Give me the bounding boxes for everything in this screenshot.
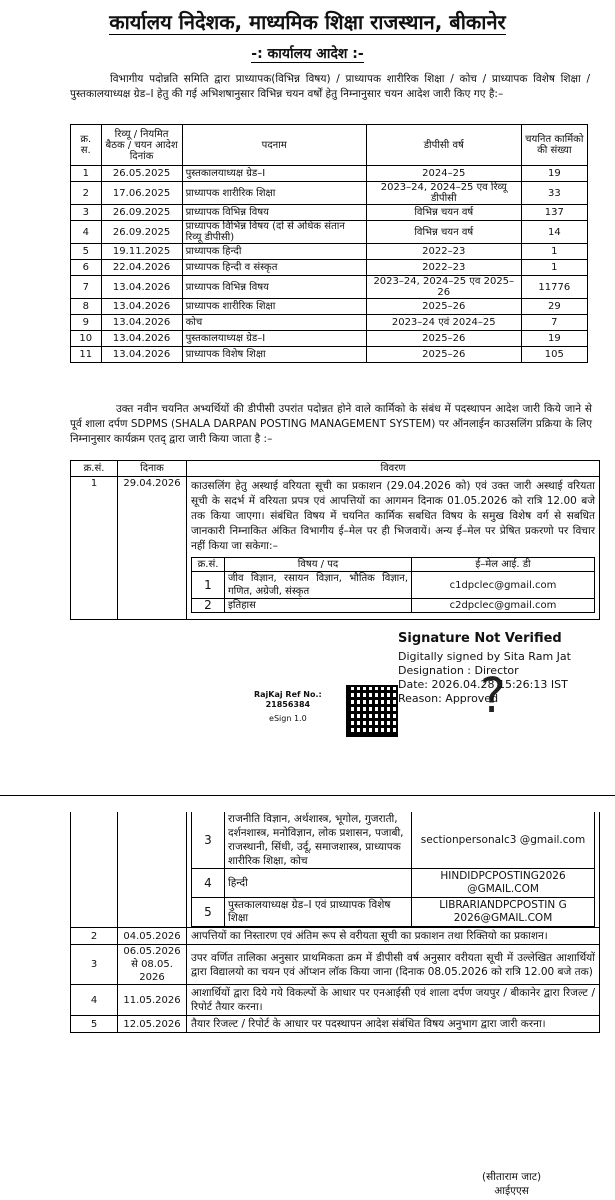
- inner-subject: हिन्दी: [225, 869, 412, 898]
- esign-label: eSign 1.0: [269, 714, 307, 723]
- row-designation: प्राध्यापक शारीरिक शिक्षा: [182, 299, 366, 315]
- inner-email: LIBRARIANDPCPOSTIN G 2026@GMAIL.COM: [412, 898, 595, 927]
- inner-row: [192, 572, 595, 599]
- row-number: 7: [71, 276, 102, 299]
- table-row: [71, 221, 588, 244]
- col-header: क्र. स.: [71, 125, 102, 166]
- row-date: 12.05.2026: [118, 1016, 187, 1033]
- row-dpc-year: 2025–26: [366, 347, 521, 363]
- signature-check-icon: ?: [480, 668, 506, 724]
- row-description: तैयार रिजल्ट / रिपोर्ट के आधार पर पदस्थापन आदेश संबंधित विषय अनुभाग द्वारा जारी करना।: [187, 1016, 600, 1033]
- table-row: [71, 244, 588, 260]
- table-header-row: [71, 125, 588, 166]
- table-row: [71, 812, 600, 928]
- table-row: [71, 347, 588, 363]
- row-number: 1: [71, 477, 118, 620]
- row-number: 5: [71, 244, 102, 260]
- row-count: 105: [521, 347, 587, 363]
- table-row: [71, 299, 588, 315]
- row-number: 5: [71, 1016, 118, 1033]
- row-dpc-year: 2023–24, 2024–25 एव रिव्यू डीपीसी: [366, 182, 521, 205]
- inner-col-header: क्र.सं.: [192, 558, 225, 572]
- table-row: [71, 276, 588, 299]
- row-date: 17.06.2025: [101, 182, 182, 205]
- table-row: [71, 331, 588, 347]
- row-date: 13.04.2026: [101, 347, 182, 363]
- signature-status: Signature Not Verified: [398, 631, 562, 646]
- row-number: 8: [71, 299, 102, 315]
- row-designation: पुस्तकालयाध्यक्ष ग्रेड–I: [182, 331, 366, 347]
- row-number: 2: [71, 182, 102, 205]
- email-table: [191, 557, 595, 613]
- row-designation: प्राध्यापक विभिन्न विषय: [182, 205, 366, 221]
- table-row: [71, 260, 588, 276]
- schedule-rows-continued: [71, 928, 600, 1033]
- col-header: चयनित कार्मिको की संख्या: [521, 125, 587, 166]
- row-dpc-year: विभिन्न चयन वर्ष: [366, 221, 521, 244]
- intro-paragraph: विभागीय पदोन्नति समिति द्वारा प्राध्यापक(विभिन्न विषय) / प्राध्यापक शारीरिक शिक्षा / कोच / प्राध्यापक विशेष शिक्षा / पुस्तकालयाध्यक्ष ग्रेड–I हेतु की गई अभिशषानुसार विभिन्न चयन वर्षों हेतु निम्नानुसार चयन आदेश जारी किए गए है:–: [70, 73, 590, 100]
- row-designation: प्राध्यापक विभिन्न विषय (दो से अधिक संतान रिव्यू डीपीसी): [182, 221, 366, 244]
- col-header: पदनाम: [182, 125, 366, 166]
- page-title: कार्यालय निदेशक, माध्यमिक शिक्षा राजस्थान, बीकानेर: [109, 10, 506, 34]
- row-dpc-year: विभिन्न चयन वर्ष: [366, 205, 521, 221]
- inner-row: [192, 869, 595, 898]
- row-number: 11: [71, 347, 102, 363]
- row-number: 3: [71, 945, 118, 985]
- inner-sn: 1: [192, 572, 225, 599]
- row-date: 26.09.2025: [101, 221, 182, 244]
- row-date: 13.04.2026: [101, 299, 182, 315]
- selection-table: [70, 124, 588, 363]
- inner-email: HINDIDPCPOSTING2026 @GMAIL.COM: [412, 869, 595, 898]
- page-separator: [0, 795, 615, 813]
- row-dpc-year: 2022–23: [366, 260, 521, 276]
- row-count: 19: [521, 331, 587, 347]
- row-number: 6: [71, 260, 102, 276]
- row-number: 4: [71, 221, 102, 244]
- table-row: [71, 945, 600, 985]
- row-designation: पुस्तकालयाध्यक्ष ग्रेड–I: [182, 166, 366, 182]
- qr-code-icon: [346, 685, 398, 737]
- table-row: [71, 928, 600, 945]
- table-row: [71, 205, 588, 221]
- inner-row: [192, 898, 595, 927]
- row-description: काउसलिंग हेतु अस्थाई वरियता सूची का प्रकाशन (29.04.2026 को) एवं उक्त जारी अस्थाई वरियता सूची के सदर्भ में वरियता प्रपत्र एवं आपत्तियों का आगमन दिनाक 01.05.2026 को रात्रि 12.00 बजे तक किया जाएगा। संबंधित विषय में चयनित कार्मिक सबधित विषय के समुख विशेष वर्ग से सबधित जानकारी निम्नाकित अंकित विभागीय ई–मेल पर ही भिजवायें। अन्य ई–मेल पर प्रेषित प्रकरणो पर विचार नहीं किया जा सकेगा:–: [191, 480, 595, 552]
- schedule-table: [70, 460, 600, 620]
- row-dpc-year: 2023–24, 2024–25 एव 2025–26: [366, 276, 521, 299]
- row-date: 13.04.2026: [101, 315, 182, 331]
- row-dpc-year: 2022–23: [366, 244, 521, 260]
- row-count: 14: [521, 221, 587, 244]
- inner-subject: पुस्तकालयाध्यक्ष ग्रेड–I एवं प्राध्यापक विशेष शिक्षा: [225, 898, 412, 927]
- col-header: विवरण: [187, 461, 600, 477]
- row-designation: कोच: [182, 315, 366, 331]
- signature-line: Date: 2026.04.28 15:26:13 IST: [398, 678, 568, 691]
- row-number: 3: [71, 205, 102, 221]
- signature-line: Designation : Director: [398, 664, 519, 677]
- row-date: 06.05.2026 से 08.05. 2026: [118, 945, 187, 985]
- col-header: क्र.सं.: [71, 461, 118, 477]
- ref-number: 21856384: [265, 700, 311, 709]
- signer-name: (सीताराम जाट): [482, 1171, 542, 1183]
- col-header: डीपीसी वर्ष: [366, 125, 521, 166]
- inner-subject: जीव विज्ञान, रसायन विज्ञान, भौतिक विज्ञान, गणित, अग्रेजी, संस्कृत: [225, 572, 412, 599]
- row-description: उपर वर्णित तालिका अनुसार प्राथमिकता क्रम में डीपीसी वर्ष अनुसार वरीयता सूची में उल्लेखित आशार्थियों द्वारा विद्यालयो का चयन एवं ऑप्शन लॉक किया जाना (दिनाक 08.05.2026 को रात्रि 12.00 बजे तक): [187, 945, 600, 985]
- inner-sn: 2: [192, 599, 225, 613]
- inner-email: sectionpersonalc3 @gmail.com: [412, 812, 595, 869]
- row-date: 13.04.2026: [101, 331, 182, 347]
- row-description: आपत्तियों का निस्तारण एवं अंतिम रूप से वरीयता सूची का प्रकाशन तथा रिक्तियो का प्रकाशन।: [187, 928, 600, 945]
- table-row: [71, 1016, 600, 1033]
- table-row: [71, 477, 600, 620]
- row-designation: प्राध्यापक शारीरिक शिक्षा: [182, 182, 366, 205]
- signature-line: Reason: Approved: [398, 692, 499, 705]
- row-date: 11.05.2026: [118, 985, 187, 1016]
- inner-sn: 4: [192, 869, 225, 898]
- row-count: 33: [521, 182, 587, 205]
- row-number: 2: [71, 928, 118, 945]
- row-date: 04.05.2026: [118, 928, 187, 945]
- row-date: 29.04.2026: [118, 477, 187, 620]
- selection-table-body: [71, 166, 588, 363]
- row-count: 1: [521, 260, 587, 276]
- table-row: [71, 166, 588, 182]
- row-dpc-year: 2025–26: [366, 331, 521, 347]
- inner-row: [192, 599, 595, 613]
- inner-sn: 5: [192, 898, 225, 927]
- page-subtitle: -: कार्यालय आदेश :-: [251, 46, 364, 62]
- inner-col-header: विषय / पद: [225, 558, 412, 572]
- inner-email: c2dpclec@gmail.com: [412, 599, 595, 613]
- row-count: 7: [521, 315, 587, 331]
- row-dpc-year: 2023–24 एवं 2024–25: [366, 315, 521, 331]
- row-date: 26.05.2025: [101, 166, 182, 182]
- table-row: [71, 315, 588, 331]
- col-header: दिनाक: [118, 461, 187, 477]
- row-date: 26.09.2025: [101, 205, 182, 221]
- table-row: [71, 182, 588, 205]
- row-date: 13.04.2026: [101, 276, 182, 299]
- row-count: 19: [521, 166, 587, 182]
- row-count: 137: [521, 205, 587, 221]
- row-designation: प्राध्यापक हिन्दी: [182, 244, 366, 260]
- counselling-paragraph: उक्त नवीन चयनित अभ्यर्थियों की डीपीसी उपरांत पदोन्नत होने वाले कार्मिको के संबंध में पदस्थापन आदेश जारी किये जाने से पूर्व शाला दर्पण SDPMS (SHALA DARPAN POSTING MANAGEMENT SYSTEM) पर ऑनलाईन काउसलिंग प्रक्रिया के लिए निम्नानुसार कार्यक्रम एतद् द्वारा जारी किया जाता है :–: [70, 403, 592, 445]
- row-number: 9: [71, 315, 102, 331]
- signer-title: आईएएस: [494, 1185, 529, 1197]
- row-number: 10: [71, 331, 102, 347]
- table-row: [71, 985, 600, 1016]
- row-count: 11776: [521, 276, 587, 299]
- row-description: आशार्थियों द्वारा दिये गये विकल्पों के आधार पर एनआईसी एवं शाला दर्पण जयपुर / बीकानेर द्वारा रिजल्ट / रिपोर्ट तैयार करना।: [187, 985, 600, 1016]
- row-date: 19.11.2025: [101, 244, 182, 260]
- row-count: 1: [521, 244, 587, 260]
- row-count: 29: [521, 299, 587, 315]
- row-number: 1: [71, 166, 102, 182]
- col-header: रिव्यू / नियमित बैठक / चयन आदेश दिनांक: [101, 125, 182, 166]
- inner-subject: इतिहास: [225, 599, 412, 613]
- rajkaj-ref: [254, 690, 322, 724]
- row-designation: प्राध्यापक विभिन्न विषय: [182, 276, 366, 299]
- ref-label: RajKaj Ref No.:: [254, 690, 322, 699]
- table-header-row: [71, 461, 600, 477]
- row-designation: प्राध्यापक हिन्दी व संस्कृत: [182, 260, 366, 276]
- row-dpc-year: 2024–25: [366, 166, 521, 182]
- inner-header-row: [192, 558, 595, 572]
- signature-line: Digitally signed by Sita Ram Jat: [398, 650, 571, 663]
- inner-subject: राजनीति विज्ञान, अर्थशास्त्र, भूगोल, गुजराती, दर्शनशास्त्र, मनोविज्ञान, लोक प्रशासन, पजाबी, राजस्थानी, सिंधी, उर्दू, समाजशास्त्र, प्राध्यापक शारीरिक शिक्षा, कोच: [225, 812, 412, 869]
- schedule-table-continued: [70, 812, 600, 1033]
- inner-sn: 3: [192, 812, 225, 869]
- signer-block: [482, 1170, 541, 1198]
- page-two: [0, 812, 615, 1200]
- row-dpc-year: 2025–26: [366, 299, 521, 315]
- digital-signature-block: [398, 632, 598, 706]
- email-table-continued: [191, 812, 595, 927]
- inner-col-header: ई–मेल आई. डी: [412, 558, 595, 572]
- row-designation: प्राध्यापक विशेष शिक्षा: [182, 347, 366, 363]
- inner-email: c1dpclec@gmail.com: [412, 572, 595, 599]
- row-number: 4: [71, 985, 118, 1016]
- inner-row: [192, 812, 595, 869]
- row-date: 22.04.2026: [101, 260, 182, 276]
